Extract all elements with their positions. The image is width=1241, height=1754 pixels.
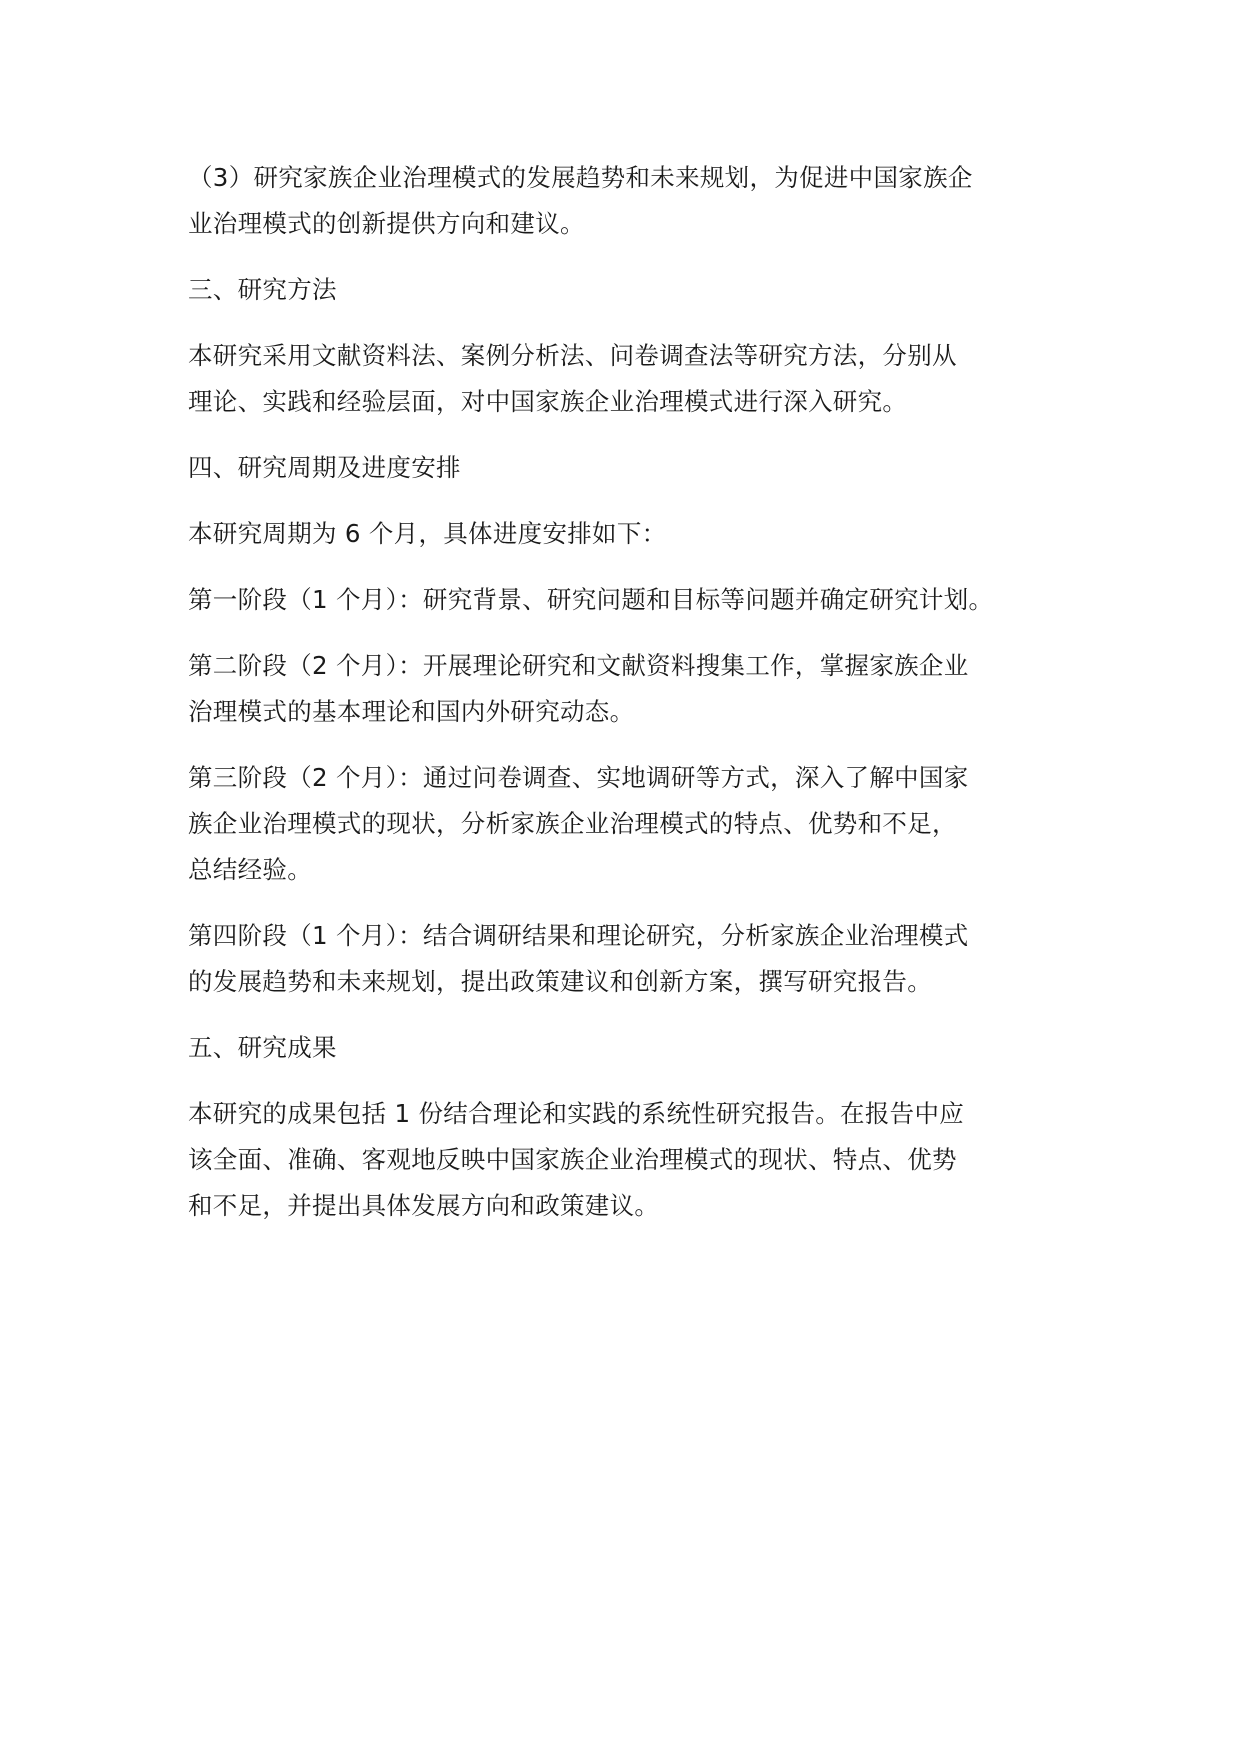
section-heading: 三、研究方法 <box>188 275 337 304</box>
text-line: 第二阶段（2 个月）：开展理论研究和文献资料搜集工作，掌握家族企业 <box>188 651 969 680</box>
text-line: 和不足，并提出具体发展方向和政策建议。 <box>188 1191 660 1220</box>
document-body <box>188 155 1068 1249</box>
paragraph-stage-1 <box>188 577 1068 623</box>
text-line: 本研究采用文献资料法、案例分析法、问卷调查法等研究方法，分别从 <box>188 341 957 370</box>
heading-research-methods <box>188 267 1068 313</box>
heading-schedule <box>188 445 1068 491</box>
text-line: 总结经验。 <box>188 855 312 884</box>
text-line: 业治理模式的创新提供方向和建议。 <box>188 209 585 238</box>
paragraph-stage-4 <box>188 913 1068 1005</box>
text-line: 治理模式的基本理论和国内外研究动态。 <box>188 697 635 726</box>
text-line: （3）研究家族企业治理模式的发展趋势和未来规划，为促进中国家族企 <box>188 163 973 192</box>
paragraph-objective-3 <box>188 155 1068 247</box>
text-line: 族企业治理模式的现状，分析家族企业治理模式的特点、优势和不足， <box>188 809 957 838</box>
text-line: 第一阶段（1 个月）：研究背景、研究问题和目标等问题并确定研究计划。 <box>188 585 994 614</box>
section-heading: 五、研究成果 <box>188 1033 337 1062</box>
paragraph-stage-3 <box>188 755 1068 893</box>
paragraph-methods <box>188 333 1068 425</box>
text-line: 第四阶段（1 个月）：结合调研结果和理论研究，分析家族企业治理模式 <box>188 921 969 950</box>
text-line: 本研究的成果包括 1 份结合理论和实践的系统性研究报告。在报告中应 <box>188 1099 965 1128</box>
text-line: 本研究周期为 6 个月，具体进度安排如下： <box>188 519 667 548</box>
paragraph-stage-2 <box>188 643 1068 735</box>
text-line: 理论、实践和经验层面，对中国家族企业治理模式进行深入研究。 <box>188 387 908 416</box>
heading-results <box>188 1025 1068 1071</box>
text-line: 该全面、准确、客观地反映中国家族企业治理模式的现状、特点、优势 <box>188 1145 957 1174</box>
text-line: 第三阶段（2 个月）：通过问卷调查、实地调研等方式，深入了解中国家 <box>188 763 969 792</box>
section-heading: 四、研究周期及进度安排 <box>188 453 461 482</box>
paragraph-schedule-intro <box>188 511 1068 557</box>
paragraph-results <box>188 1091 1068 1229</box>
text-line: 的发展趋势和未来规划，提出政策建议和创新方案，撰写研究报告。 <box>188 967 932 996</box>
